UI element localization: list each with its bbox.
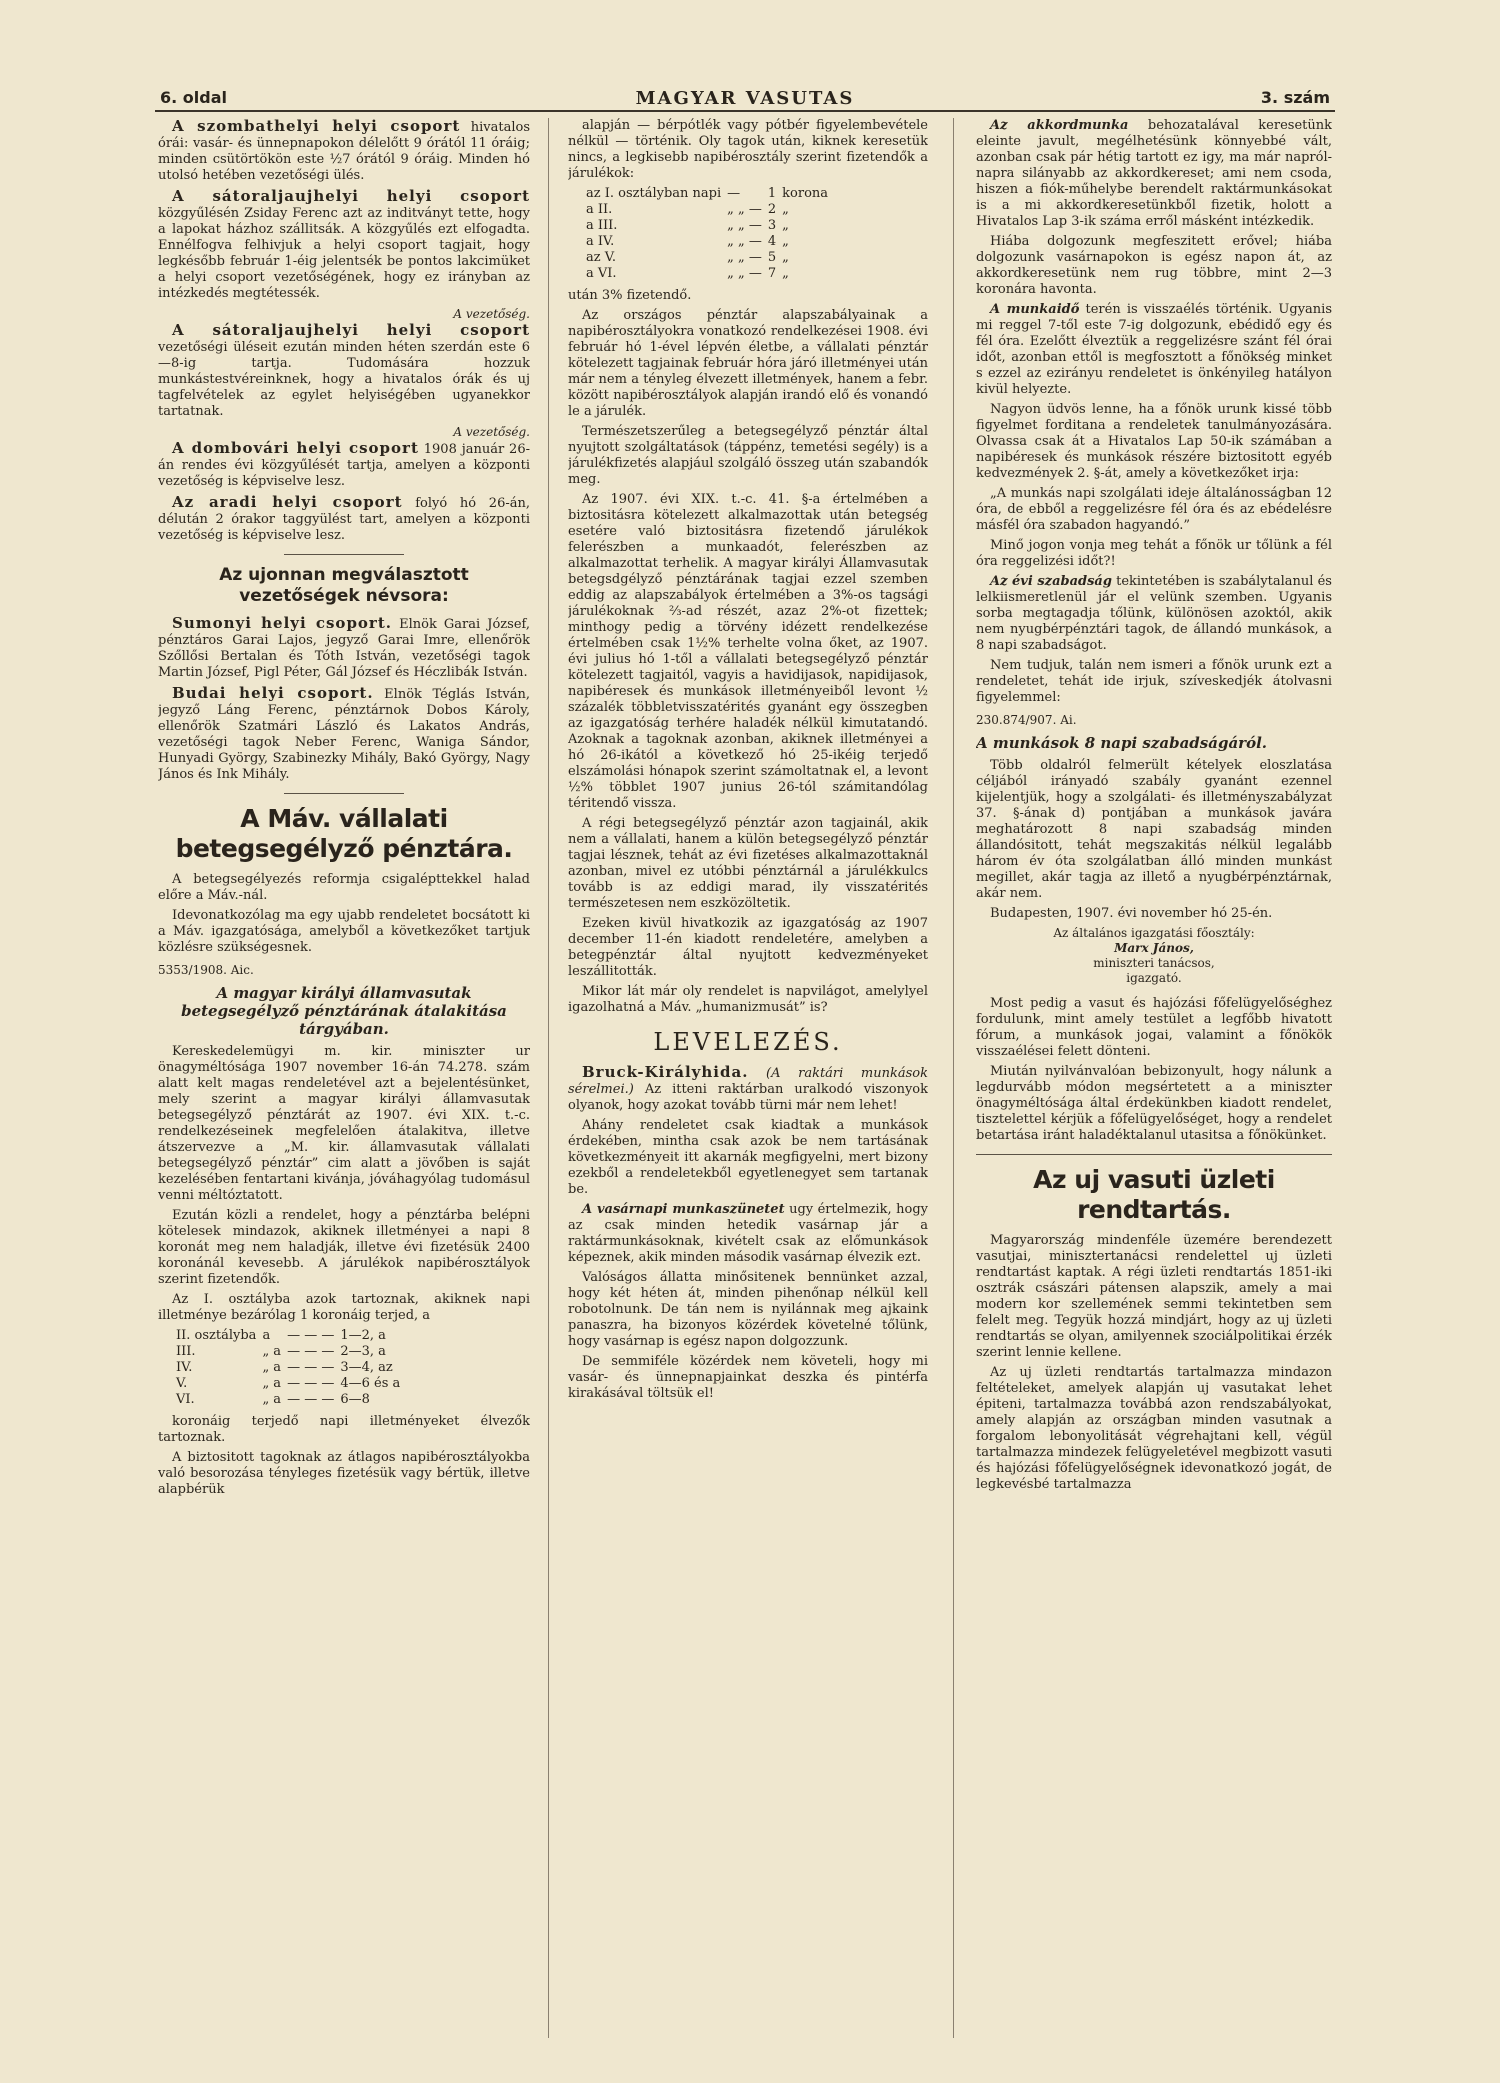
article-paragraph: Budai helyi csoport. Elnök Téglás István, jegyző Láng Ferenc, pénztárnok Dobos Károly, ellenőrök Szatmári László és Lakatos András, vezetőségi tagok Neber Ferenc, Waniga Sándor, Hunyadi György, Szabinezky Mihály, Bakó György, Nagy János és Ink Mihály. — [158, 684, 530, 782]
article-paragraph: A biztositott tagoknak az átlagos napibérosztályokba való besorozása tényleges fizetésük vagy bértük, illetve alapbérük — [158, 1450, 530, 1497]
article-paragraph: „A munkás napi szolgálati ideje általánosságban 12 óra, de ebből a reggelizésre fél óra és az ebédelésre másfél óra szabadon hagyandó.” — [976, 486, 1332, 533]
table-row: a II. „ „ — 2 „ — [586, 202, 789, 217]
article-paragraph: Budapesten, 1907. évi november hó 25-én. — [990, 906, 1273, 921]
section-heading: Az ujonnan megválasztott vezetőségek névsora: — [219, 565, 469, 606]
article-paragraph: Sumonyi helyi csoport. Elnök Garai József, pénztáros Garai Lajos, jegyző Garai Imre, ellenőrök Szőllősi Bertalan és Tóth István, vezetőségi tagok Martin József, Pigl Péter, Gál József és Héczlibák István. — [158, 614, 530, 680]
issue-number: 3. szám — [1260, 88, 1330, 107]
separator — [284, 554, 404, 555]
reference-number: 230.874/907. Ai. — [976, 713, 1077, 727]
article-paragraph: Az 1907. évi XIX. t.-c. 41. §-a értelmében a biztositásra kötelezett alkalmazottak után betegség esetére való biztositásra fizetendő járulékok felerészben a munkaadót, felerészben az alkalmazottat terhelik. A magyar királyi Államvasutak betegsdgélyző pénztárának tagjai ezzel szemben eddig az alapszabályok értelmében a 3%-os tagsági járulékoknak ⅔-ad részét, azaz 2%-ot fizettek; minthogy pedig a törvény idézett rendelkezése értelmében csak 1½% terhelte volna őket, az 1907. évi julius hó 1-től a vállalati betegsegélyző pénztár kötelezett tagjaitól, vagyis a havidijasok, napidijasok, napibéresek és munkások illetményeiből levont ½ százalék többletvisszatérités gyanánt egy összegben az igazgatóság terhére haladék nélkül kimutatandó. Azoknak a tagoknak azonban, akiknek illetményei a hó 26-ikától a következő hó 25-ikéig terjedő elszámolási hónapok szerint számoltatnak el, a levont ½% többlet 1907 junius 26-tól számitandólag téritendő vissza. — [568, 492, 928, 811]
article-paragraph: Kereskedelemügyi m. kir. miniszter ur önagyméltósága 1907 november 16-án 74.278. szám alatt kelt magas rendeletével azt a bejelentésünket, mely szerint a magyar királyi államvasutak betegsegélyző pénztárát az 1907. évi XIX. t.-c. rendelkezéseinek megfelelően átalakitva, illetve átszervezve a „M. kir. államvasutak vállalati betegsegélyző pénztár” cim alatt a jövőben is saját kezelésében fentartani kivánja, jóváhagyólag tudomásul venni méltóztatott. — [158, 1044, 530, 1203]
article-paragraph: után 3% fizetendő. — [568, 288, 692, 303]
signature: A vezetőség. — [453, 307, 530, 321]
signature-name: Marx János, — [1114, 941, 1194, 955]
article-paragraph: Az országos pénztár alapszabályainak a napibérosztályokra vonatkozó rendelkezései 1908. évi február hó 1-ével lépvén életbe, a vállalati pénztár kötelezett tagjainak február hóra járó illetményei után már nem a tényleg élvezett illetmények, hanem a febr. között napibérosztályok alapján irandó elő és vonandó le a járulék. — [568, 308, 928, 419]
article-paragraph: Az uj üzleti rendtartás tartalmazza mindazon feltételeket, amelyek alapján uj vasutakat lehet épiteni, tartalmazza továbbá azon rendszabályokat, amely alapján az országban minden vasutnak a forgalom lebonyolitását végrehajtani kell, végül tartalmazza mindezek felügyeletével megbizott vasuti és hajózási főfelügyelőségnek idevonatkozó jogát, de legkevésbé tartalmazza — [976, 1365, 1332, 1492]
signature-line: Az általános igazgatási főosztály: — [1053, 926, 1255, 940]
article-paragraph: Az I. osztályba azok tartoznak, akiknek napi illetménye bezárólag 1 koronáig terjed, a — [158, 1292, 530, 1323]
article-paragraph: Az akkordmunka behozatalával keresetünk eleinte javult, megélhetésünk könnyebbé vált, azonban csak pár hétig tartott ez igy, ma már napról-napra silányabb az akkordkereset; ami nem csoda, hiszen a fiók-műhelybe berendelt raktármunkásokat is a mi akkordkeresetünkből fizetik, holott a Hivatalos Lap 3-ik száma erről másként intézkedik. — [976, 118, 1332, 229]
article-paragraph: Nem tudjuk, talán nem ismeri a főnök urunk ezt a rendeletet, tehát ide irjuk, szíveskedjék átolvasni figyelemmel: — [976, 658, 1332, 705]
signature-line: igazgató. — [1126, 971, 1182, 985]
class-table — [176, 1328, 406, 1408]
article-paragraph: Hiába dolgozunk megfeszitett erővel; hiába dolgozunk vasárnapokon is egész napon át, az akkordkeresetünk nem rug többre, mint 2—3 koronára havonta. — [976, 234, 1332, 297]
signature: A vezetőség. — [453, 425, 530, 439]
article-paragraph: A betegsegélyezés reformja csigalépttekkel halad előre a Máv.-nál. — [158, 872, 530, 903]
article-paragraph: Magyarország mindenféle üzemére berendezett vasutjai, minisztertanácsi rendelettel uj üzleti rendtartást kaptak. A régi üzleti rendtartás 1851-iki osztrák császári pátensen alapszik, amely a mai modern kor szellemének semmi tekintetben sem felelt meg. Tegyük hozzá mindjárt, hogy az uj üzleti rendtartás se olyan, amilyennek szociálpolitikai érzék szerint lennie kellene. — [976, 1233, 1332, 1360]
column-1 — [158, 118, 530, 2038]
article-paragraph: A dombovári helyi csoport 1908 január 26-án rendes évi közgyűlését tartja, amelyen a központi vezetőség is képviselve lesz. — [158, 439, 530, 489]
separator — [976, 1154, 1332, 1155]
table-row: a IV. „ „ — 4 „ — [586, 234, 789, 249]
article-paragraph: alapján — bérpótlék vagy pótbér figyelembevétele nélkül — történik. Oly tagok után, kiknek keresetük nincs, a legkisebb napibérosztály szerint fizetendők a járulékok: — [568, 118, 928, 181]
header-rule — [155, 110, 1335, 112]
signature-line: miniszteri tanácsos, — [1093, 956, 1215, 970]
article-paragraph: A munkaidő terén is visszaélés történik. Ugyanis mi reggel 7-től este 7-ig dolgozunk, ebédidő egy és fél óra. Ezelőtt élveztük a reggelizésre szánt fél órai időt, azonban ettől is megfosztott a főnökség minket s ezzel az ezirányu rendeletet is önkényileg hatályon kivül helyezte. — [976, 302, 1332, 397]
table-row: III. „ a — — — 2—3, a — [176, 1344, 386, 1359]
article-paragraph: Valóságos állatta minősitenek bennünket azzal, hogy két héten át, minden pihenőnap nélkül kell robotolnunk. De tán nem is nyilánnak meg ajkaink panaszra, ha bizonyos közérdek követelné tőlünk, hogy vasárnap is egész napon dolgozzunk. — [568, 1270, 928, 1349]
column-divider — [953, 118, 954, 2038]
section-heading: LEVELEZÉS. — [653, 1028, 843, 1056]
article-paragraph: A régi betegsegélyző pénztár azon tagjainál, akik nem a vállalati, hanem a külön betegsegélyző pénztár tagjai lésznek, tehát az évi fizetéses alkalmazottaknál azonban, mivel ez utóbbi pénztárnál a járulékkulcs tovább is az eddigi marad, ily visszatérités természetesen nem eszközöltetik. — [568, 816, 928, 911]
page-header — [160, 88, 1330, 110]
page-number: 6. oldal — [160, 88, 227, 107]
article-paragraph: Idevonatkozólag ma egy ujabb rendeletet bocsátott ki a Máv. igazgatósága, amelyből a következőket tartjuk közlésre szükségesnek. — [158, 908, 530, 955]
article-paragraph: koronáig terjedő napi illetményeket élvezők tartoznak. — [158, 1414, 530, 1445]
article-paragraph: De semmiféle közérdek nem követeli, hogy mi vasár- és ünnepnapjainkat deszka és pintérfa kirakásával töltsük el! — [568, 1354, 928, 1401]
article-paragraph: Bruck-Királyhida. (A raktári munkások sérelmei.) Az itteni raktárban uralkodó viszonyok olyanok, hogy azokat tovább türni már nem lehet! — [568, 1063, 928, 1113]
article-paragraph: Több oldalról felmerült kételyek eloszlatása céljából irányadó szabály gyanánt ezennel kijelentjük, hogy a szolgálati- és illetményszabályzat 37. §-ának d) pontjában a munkások javára meghatározott 8 napi szabadság minden állandósitott, tehát megszakitás nélkül legalább három év óta szolgálatban álló minden munkást megillet, akár tagja az illető a nyugbérpénztárnak, akár nem. — [976, 758, 1332, 901]
section-heading: A Máv. vállalati betegsegélyző pénztára. — [175, 804, 513, 863]
article-paragraph: A szombathelyi helyi csoport hivatalos órái: vasár- és ünnepnapokon délelőtt 9 órától 11 óráig; minden csütörtökön este ½7 órától 9 óráig. Minden hó utolsó hetében vezetőségi ülés. — [158, 118, 530, 183]
separator — [284, 793, 404, 794]
table-row: az V. „ „ — 5 „ — [586, 250, 789, 265]
rates-table — [586, 186, 834, 282]
article-paragraph: A sátoraljaujhelyi helyi csoport vezetőségi üléseit ezután minden héten szerdán este 6—8-ig tartja. Tudomására hozzuk munkástestvéreinknek, hogy a hivatalos órák és uj tagfelvételek az egylet helyiségében ugyanekkor tartatnak. — [158, 321, 530, 419]
article-paragraph: Minő jogon vonja meg tehát a főnök ur tőlünk a fél óra reggelizési időt?! — [976, 538, 1332, 569]
article-paragraph: Ahány rendeletet csak kiadtak a munkások érdekében, mintha csak azok be nem tartásának következményeit itt akarnák megfigyelni, mert bizony ezekből a rendeletekből egyetlenegyet sem tartanak be. — [568, 1118, 928, 1197]
table-row: az I. osztályban napi — 1 korona — [586, 186, 829, 201]
article-paragraph: A vasárnapi munkaszünetet ugy értelmezik, hogy az csak minden hetedik vasárnap jár a raktármunkásoknak, kivételt csak az előmunkások képeznek, akik minden második vasárnap élvezik ezt. — [568, 1202, 928, 1265]
article-paragraph: Az aradi helyi csoport folyó hó 26-án, délután 2 órakor taggyülést tart, amelyen a központi vezetőség is képviselve lesz. — [158, 493, 530, 543]
article-paragraph: Természetszerűleg a betegsegélyző pénztár által nyujtott szolgáltatások (táppénz, temetési segély) is a járulékfizetés alapjául szolgáló összeg után szabandók meg. — [568, 424, 928, 487]
article-paragraph: Nagyon üdvös lenne, ha a főnök urunk kissé több figyelmet forditana a rendeletek tanulmányozására. Olvassa csak át a Hivatalos Lap 50-ik számában a napibéresek és munkások részére biztositott egyéb kedvezmények 2. §-át, amely a következőket irja: — [976, 402, 1332, 481]
article-paragraph: Mikor lát már oly rendelet is napvilágot, amelylyel igazolhatná a Máv. „humanizmusát” is? — [568, 984, 928, 1015]
table-row: IV. „ a — — — 3—4, az — [176, 1360, 393, 1375]
article-paragraph: A sátoraljaujhelyi helyi csoport közgyűlésén Zsiday Ferenc azt az inditványt tette, hogy a lapokat házhoz szállitsák. A közgyűlés ezt elfogadta. Ennélfogva felhivjuk a helyi csoport tagjait, hogy legkésőbb február 1-éig jelentsék be pontos lakcimüket a helyi csoport vezetőségének, hogy ez irányban az intézkedés megtétessék. — [158, 187, 530, 301]
table-row: VI. „ a — — — 6—8 — [176, 1392, 370, 1407]
subheading: A munkások 8 napi szabadságáról. — [976, 734, 1267, 752]
table-row: II. osztályba a — — — 1—2, a — [176, 1328, 386, 1343]
article-paragraph: Ezeken kivül hivatkozik az igazgatóság az 1907 december 11-én kiadott rendeletére, amelyben a betegpénztár által nyujtott kedvezményeket leszállitották. — [568, 916, 928, 979]
table-row: V. „ a — — — 4—6 és a — [176, 1376, 401, 1391]
column-2 — [568, 118, 928, 2038]
article-paragraph: Az évi szabadság tekintetében is szabálytalanul és lelkiismeretlenül jár el velünk szemben. Ugyanis sorba megtagadja tőlünk, különösen azoktól, akik nem nyugbérpénztári tagok, de állandó munkások, a 8 napi szabadságot. — [976, 574, 1332, 653]
table-row: a VI. „ „ — 7 „ — [586, 266, 789, 281]
subheading: A magyar királyi államvasutak betegsegélyző pénztárának átalakitása tárgyában. — [181, 984, 507, 1038]
table-row: a III. „ „ — 3 „ — [586, 218, 789, 233]
newspaper-title: MAGYAR VASUTAS — [635, 88, 855, 109]
reference-number: 5353/1908. Aic. — [158, 963, 254, 977]
column-3 — [976, 118, 1332, 2038]
article-paragraph: Miután nyilvánvalóan bebizonyult, hogy nálunk a legdurvább módon megsértetett a a miniszter önagyméltósága által érdekünkben kiadott rendelet, tisztelettel kérjük a főfelügyelőséget, hogy a rendelet betartása iránt haladéktalanul utasitsa a főnökünket. — [976, 1064, 1332, 1143]
article-paragraph: Most pedig a vasut és hajózási főfelügyelőséghez fordulunk, mint amely testület a legfőbb hivatott fórum, a munkások jogai, valamint a főnökök visszaélései felett dönteni. — [976, 996, 1332, 1059]
column-divider — [548, 118, 549, 2038]
article-paragraph: Ezután közli a rendelet, hogy a pénztárba belépni kötelesek mindazok, akiknek illetményei a napi 8 koronát meg nem haladják, illetve évi fizetésük 2400 koronánál kevesebb. A járulékok napibérosztályok szerint fizetendők. — [158, 1208, 530, 1287]
section-heading: Az uj vasuti üzleti rendtartás. — [1033, 1165, 1275, 1224]
